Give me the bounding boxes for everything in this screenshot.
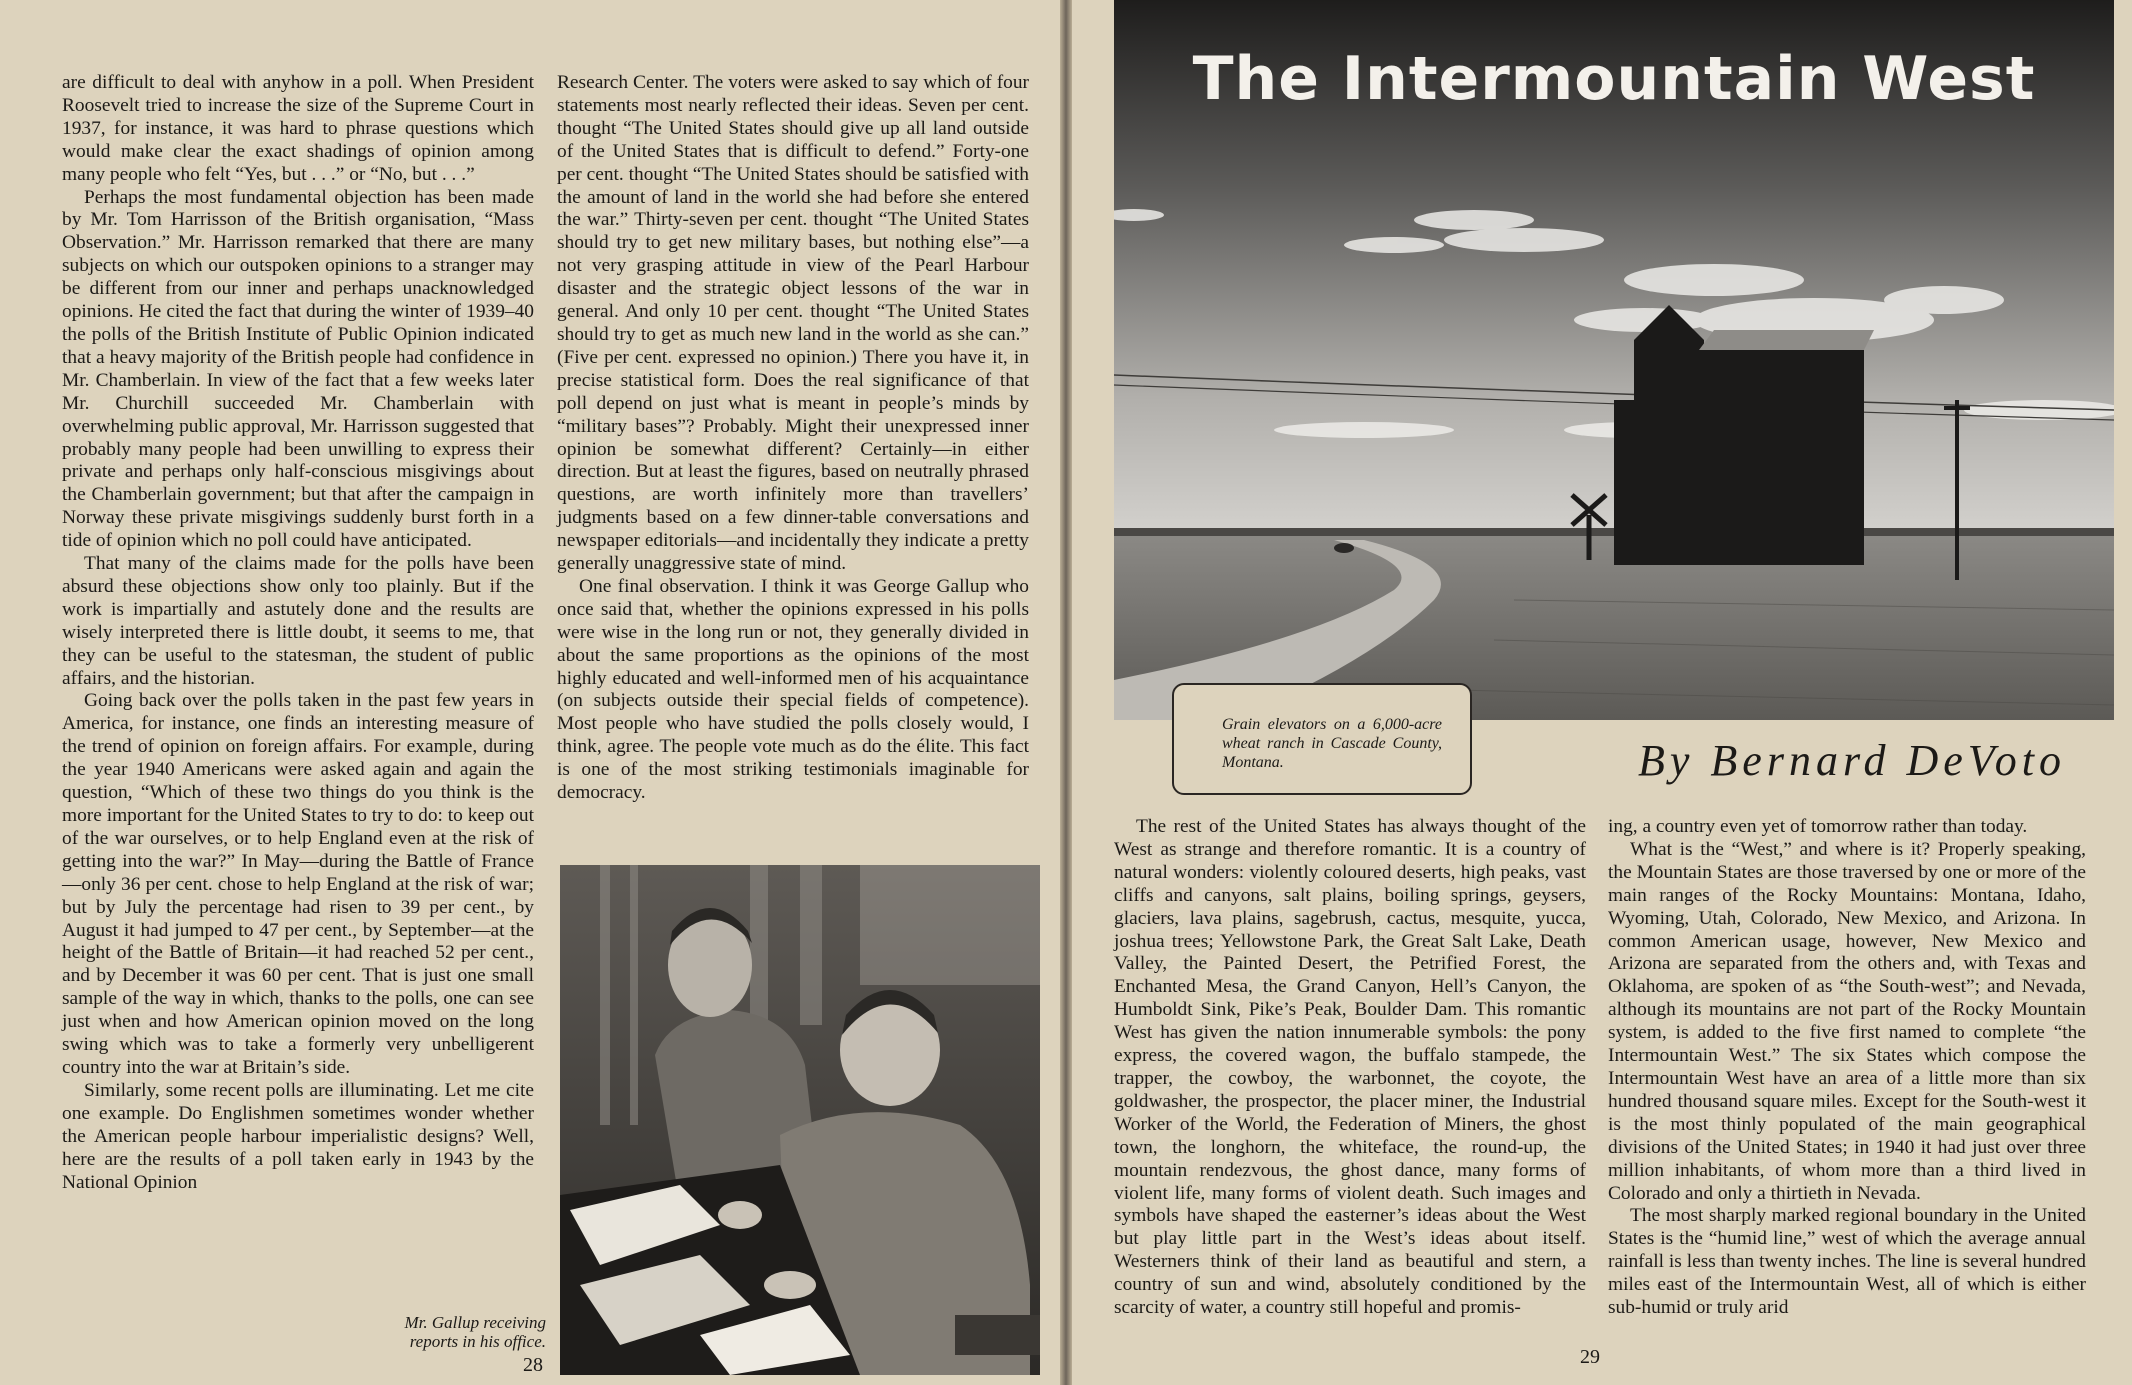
- right-column-1: [1114, 816, 1586, 1320]
- gallup-caption-line-1: Mr. Gallup receiving: [404, 1313, 546, 1332]
- book-gutter: [1060, 0, 1072, 1385]
- paragraph: That many of the claims made for the polls have been absurd these objections show only too plainly. But if the work is impartially and astutely done and the results are wisely interpreted there is little doubt, it seems to me, that they can be useful to the statesman, the student of public affairs, and the historian.: [62, 553, 534, 689]
- gallup-office-photo: [560, 865, 1040, 1375]
- gallup-caption-line-2: reports in his office.: [409, 1332, 546, 1351]
- byline: By Bernard DeVoto: [1638, 736, 2066, 785]
- grain-elevator-photo: [1114, 0, 2114, 720]
- page-number-left: 28: [523, 1354, 543, 1376]
- right-column-2: [1608, 816, 2086, 1320]
- elevator-photo-caption: Grain elevators on a 6,000-acre wheat ranch in Cascade County, Montana.: [1222, 716, 1442, 771]
- elevator-photo-caption-box: [1172, 683, 1472, 795]
- right-page: [1072, 0, 2132, 1385]
- left-column-1: [62, 72, 534, 1194]
- gallup-photo-caption: [250, 1313, 546, 1351]
- paragraph: ing, a country even yet of tomorrow rather than today.: [1608, 816, 2028, 837]
- paragraph: Going back over the polls taken in the past few years in America, for instance, one finds an interesting measure of the trend of opinion on foreign affairs. For example, during the year 1940 Americans were asked again and again the question, “Which of these two things do you think is the more important for the United States to try to do: to keep out of the war ourselves, or to help England even at the risk of getting into the war?” In May—during the Battle of France—only 36 per cent. chose to help England at the risk of war; but by July the percentage had risen to 39 per cent., by August it had jumped to 47 per cent., by September—at the height of the Battle of Britain—it had reached 52 per cent., and by December it was 60 per cent. That is just one small sample of the way in which, thanks to the polls, one can see just when and how American opinion moved on the long swing which was to take a formerly very unbelligerent country into the war at Britain’s side.: [62, 690, 534, 1078]
- article-title: The Intermountain West: [1192, 44, 2036, 114]
- left-column-2: [557, 72, 1029, 805]
- paragraph: Research Center. The voters were asked to say which of four statements most nearly reflected their ideas. Seven per cent. thought “The United States should give up all land outside of the United States that is difficult to defend.” Forty-one per cent. thought “The United States should be satisfied with the amount of land in the world she had before she entered the war.” Thirty-seven per cent. thought “The United States should try to get new military bases, but nothing else”—a not very grasping attitude in view of the Pearl Harbour disaster and the strategic object lessons of the war in general. And only 10 per cent. thought “The United States should try to get as much new land in the world as she can.” (Five per cent. expressed no opinion.) There you have it, in precise statistical form. Does the real significance of that poll depend on just what is meant in people’s minds by “military bases”? Probably. Might their unexpressed inner opinion be somewhat different? Certainly—in either direction. But at least the figures, based on neutrally phrased questions, are worth infinitely more than travellers’ judgments based on a few dinner-table conversations and newspaper editorials—and incidentally they indicate a pretty generally unaggressive state of mind.: [557, 72, 1029, 575]
- paragraph: The rest of the United States has always thought of the West as strange and therefore romantic. It is a country of natural wonders: violently coloured deserts, high peaks, vast cliffs and canyons, salt plains, boiling springs, geysers, glaciers, lava plains, sagebrush, cactus, mesquite, yucca, joshua trees; Yellowstone Park, the Great Salt Lake, Death Valley, the Painted Desert, the Petrified Forest, the Enchanted Mesa, the Grand Canyon, Hell’s Canyon, the Humboldt Sink, Pike’s Peak, Boulder Dam. This romantic West has given the nation innumerable symbols: the pony express, the covered wagon, the buffalo stampede, the trapper, the cowboy, the warbonnet, the coyote, the goldwasher, the prospector, the placer miner, the Industrial Worker of the World, the Federation of Miners, the ghost town, the longhorn, the whiteface, the round-up, the mountain rendezvous, the ghost dance, many forms of violent life, many forms of violent death. Such images and symbols have shaped the easterner’s ideas about the West but play little part in the West’s ideas about itself. Westerners think of their land as beautiful and stern, a country of sun and wind, absolutely conditioned by the scarcity of water, a country still hopeful and promis-: [1114, 816, 1586, 1319]
- paragraph: Perhaps the most fundamental objection has been made by Mr. Tom Harrisson of the British organisation, “Mass Observation.” Mr. Harrisson remarked that there are many subjects on which our outspoken opinions to a stranger may be different from our inner and perhaps unacknowledged opinions. He cited the fact that during the winter of 1939–40 the polls of the British Institute of Public Opinion indicated that a heavy majority of the British people had confidence in Mr. Chamberlain. In view of the fact that a few weeks later Mr. Churchill succeeded Mr. Chamberlain with overwhelming public approval, Mr. Harrisson suggested that probably many people had been unwilling to express their private and perhaps only half-conscious misgivings about the Chamberlain government; but that after the campaign in Norway these private misgivings suddenly burst forth in a tide of opinion which no poll could have anticipated.: [62, 186, 534, 552]
- paragraph: What is the “West,” and where is it? Properly speaking, the Mountain States are those traversed by one or more of the main ranges of the Rocky Mountains: Montana, Idaho, Wyoming, Utah, Colorado, New Mexico, and Arizona. In common American usage, however, New Mexico and Arizona are separated from the others and, with Texas and Oklahoma, are spoken of as “the South-west”; and Nevada, although its mountains are not part of the Rocky Mountain system, is added to the five first named to complete “the Intermountain West.” The six States which compose the Intermountain West have an area of a little more than six hundred thousand square miles. Except for the South-west it is the most thinly populated of the main geographical divisions of the United States; in 1940 it had just over three million inhabitants, of whom more than a third lived in Colorado and only a thirtieth in Nevada.: [1608, 838, 2086, 1204]
- paragraph: are difficult to deal with anyhow in a poll. When President Roosevelt tried to increase the size of the Supreme Court in 1937, for instance, it was hard to phrase questions which would make clear the exact shadings of opinion among many people who felt “Yes, but . . .” or “No, but . . .”: [62, 72, 534, 185]
- page-number-right: 29: [1580, 1346, 1600, 1368]
- paragraph: One final observation. I think it was George Gallup who once said that, whether the opinions expressed in his polls were wise in the long run or not, they generally divided in about the same proportions as the opinions of the most highly educated and well-informed men of his acquaintance (on subjects outside their special fields of competence). Most people who have studied the polls closely would, I think, agree. The people vote much as do the élite. This fact is one of the most striking testimonials imaginable for democracy.: [557, 575, 1029, 804]
- left-page: [0, 0, 1060, 1385]
- paragraph: Similarly, some recent polls are illuminating. Let me cite one example. Do Englishmen sometimes wonder whether the American people harbour imperialistic designs? Well, here are the results of a poll taken early in 1943 by the National Opinion: [62, 1079, 534, 1193]
- paragraph: The most sharply marked regional boundary in the United States is the “humid line,” west of which the average annual rainfall is less than twenty inches. The line is several hundred miles east of the Intermountain West, all of which is either sub-humid or truly arid: [1608, 1205, 2086, 1319]
